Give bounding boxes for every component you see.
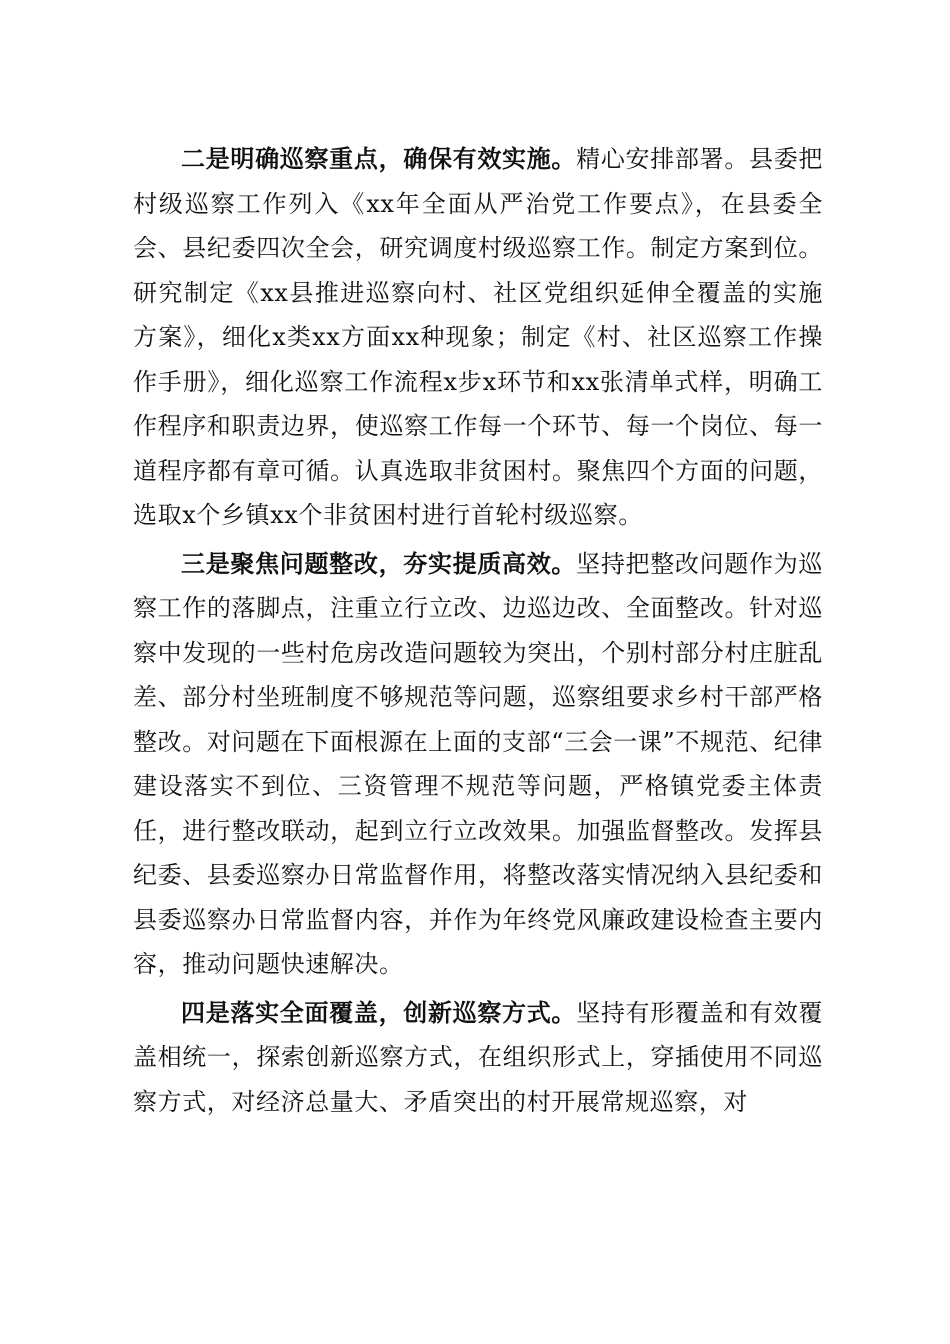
paragraph-3-text: 坚持把整改问题作为巡察工作的落脚点，注重立行立改、边巡边改、全面整改。针对巡察中发现的一些村危房改造问题较为突出，个别村部分村庄脏乱差、部分村坐班制度不够规范等问题，巡察组要求乡村干部严格整改。对问题在下面根源在上面的支部“三会一课”不规范、纪律建设落实不到位、三资管理不规范等问题，严格镇党委主体责任，进行整改联动，起到立行立改效果。加强监督整改。发挥县纪委、县委巡察办日常监督作用，将整改落实情况纳入县纪委和县委巡察办日常监督内容，并作为年终党风廉政建设检查主要内容，推动问题快速解决。 — [133, 549, 824, 978]
paragraph-2-heading: 二是明确巡察重点，确保有效实施。 — [181, 144, 577, 173]
paragraph-4-text: 坚持有形覆盖和有效覆盖相统一，探索创新巡察方式，在组织形式上，穿插使用不同巡察方式，对经济总量大、矛盾突出的村开展常规巡察，对 — [133, 998, 824, 1116]
document-body — [133, 137, 823, 1128]
paragraph-3-heading: 三是聚焦问题整改，夯实提质高效。 — [181, 548, 577, 578]
paragraph-4-heading: 四是落实全面覆盖，创新巡察方式。 — [181, 997, 577, 1027]
paragraph-2 — [133, 137, 823, 538]
paragraph-3 — [133, 542, 823, 987]
paragraph-4 — [133, 991, 823, 1125]
paragraph-2-text: 精心安排部署。县委把村级巡察工作列入《xx年全面从严治党工作要点》，在县委全会、县纪委四次全会，研究调度村级巡察工作。制定方案到位。研究制定《xx县推进巡察向村、社区党组织延伸全覆盖的实施方案》，细化x类xx方面xx种现象；制定《村、社区巡察工作操作手册》，细化巡察工作流程x步x环节和xx张清单式样，明确工作程序和职责边界，使巡察工作每一个环节、每一个岗位、每一道程序都有章可循。认真选取非贫困村。聚焦四个方面的问题，选取x个乡镇xx个非贫困村进行首轮村级巡察。 — [133, 145, 824, 529]
